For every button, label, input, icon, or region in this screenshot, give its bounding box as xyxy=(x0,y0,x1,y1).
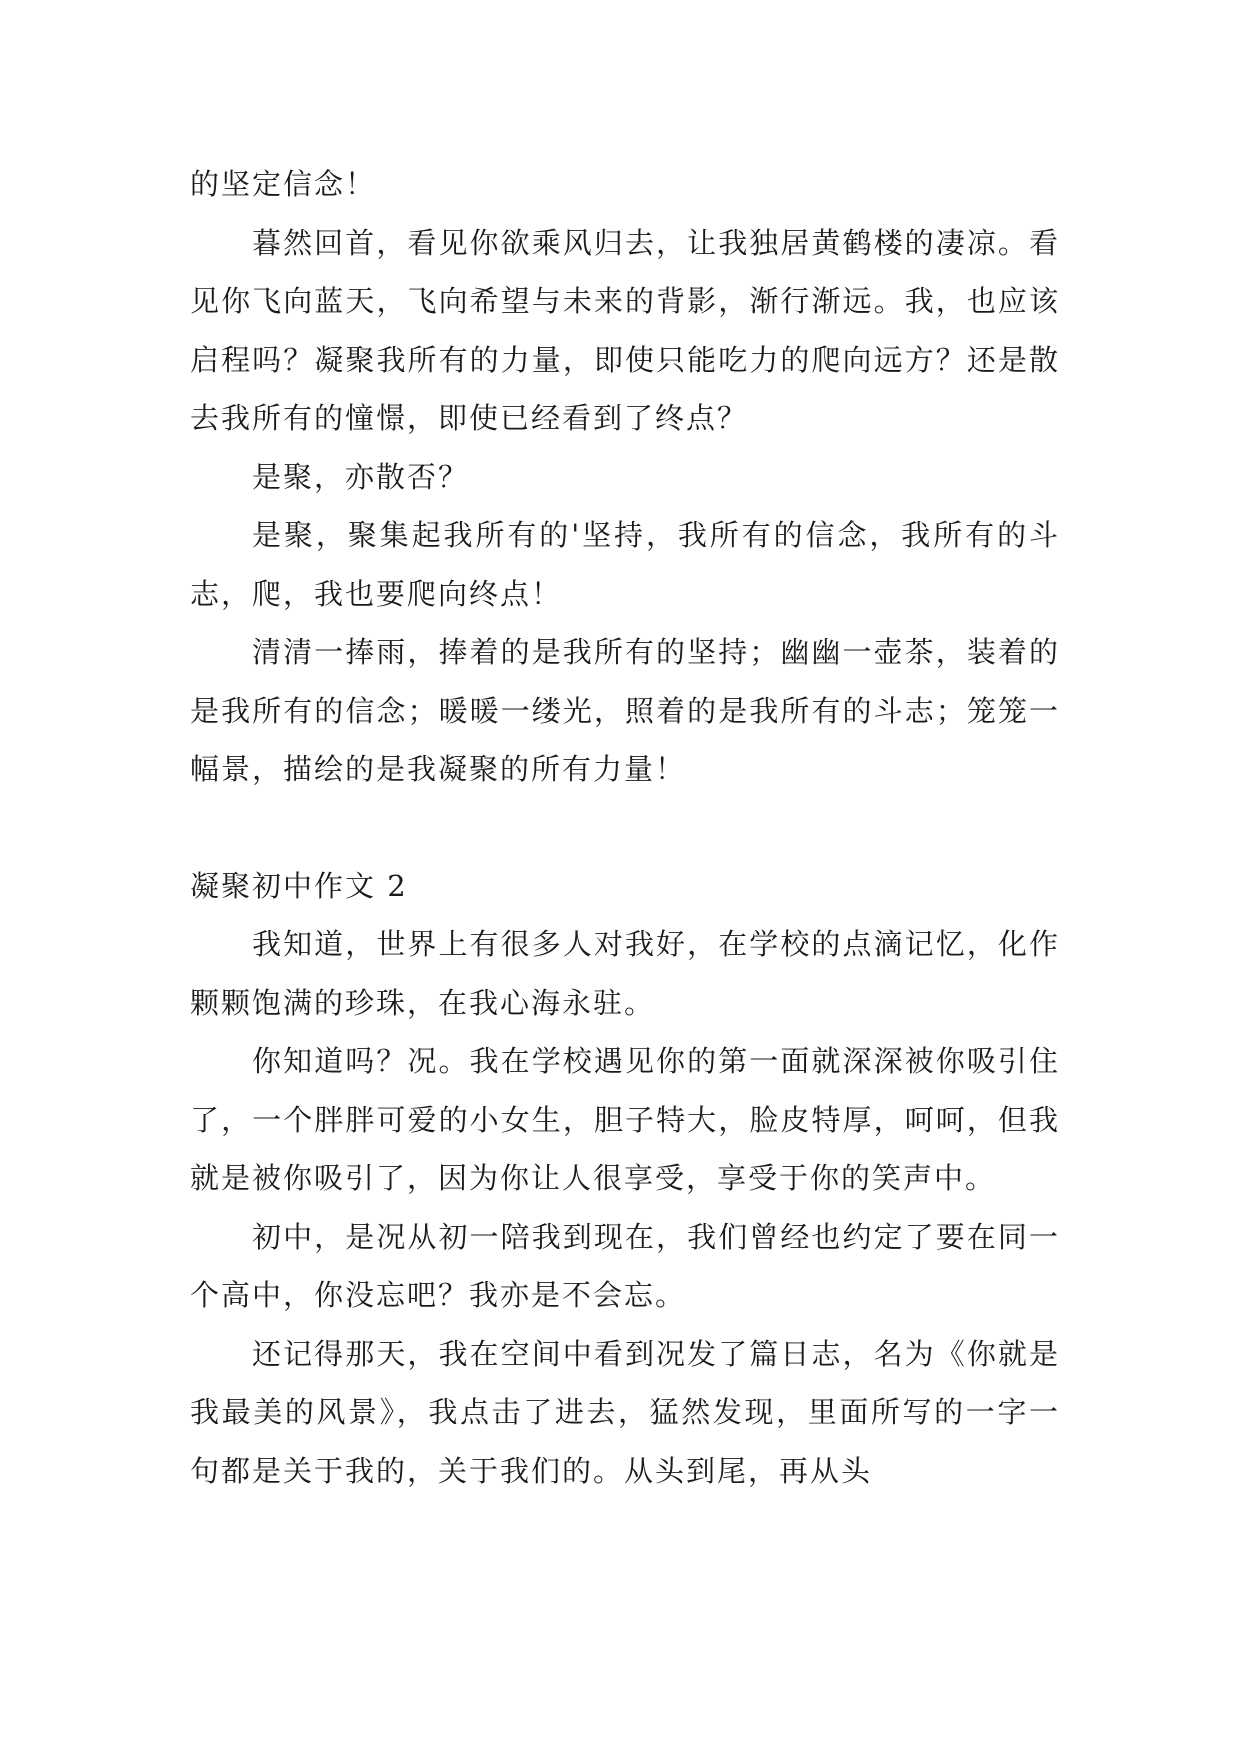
paragraph-i-know: 我知道，世界上有很多人对我好，在学校的点滴记忆，化作颗颗饱满的珍珠，在我心海永驻。 xyxy=(190,927,1060,1020)
paragraph-looking-back: 暮然回首，看见你欲乘风归去，让我独居黄鹤楼的凄凉。看见你飞向蓝天，飞向希望与未来的背影，渐行渐远。我，也应该启程吗？凝聚我所有的力量，即使只能吃力的爬向远方？还是散去我所有的憧憬，即使已经看到了终点？ xyxy=(190,225,1060,435)
paragraph-diary: 还记得那天，我在空间中看到况发了篇日志，名为《你就是我最美的风景》，我点击了进去，猛然发现，里面所写的一字一句都是关于我的，关于我们的。从头到尾，再从头 xyxy=(190,1336,1060,1488)
paragraph-gather: 是聚，聚集起我所有的'坚持，我所有的信念，我所有的斗志，爬，我也要爬向终点！ xyxy=(190,518,1060,611)
section-gap xyxy=(190,799,1060,857)
paragraph-junior-high: 初中，是况从初一陪我到现在，我们曾经也约定了要在同一个高中，你没忘吧？我亦是不会忘。 xyxy=(190,1219,1060,1312)
paragraph-continuation: 的坚定信念！ xyxy=(190,167,377,201)
paragraph-first-meeting: 你知道吗？况。我在学校遇见你的第一面就深深被你吸引住了，一个胖胖可爱的小女生，胆子特大，脸皮特厚，呵呵，但我就是被你吸引了，因为你让人很享受，享受于你的笑声中。 xyxy=(190,1044,1060,1195)
paragraph-rain-tea: 清清一捧雨，捧着的是我所有的坚持；幽幽一壶茶，装着的是我所有的信念；暖暖一缕光，照着的是我所有的斗志；笼笼一幅景，描绘的是我凝聚的所有力量！ xyxy=(190,635,1060,786)
section-heading: 凝聚初中作文 2 xyxy=(190,868,408,903)
document-body xyxy=(190,155,1060,1500)
paragraph-question: 是聚，亦散否？ xyxy=(252,459,470,494)
